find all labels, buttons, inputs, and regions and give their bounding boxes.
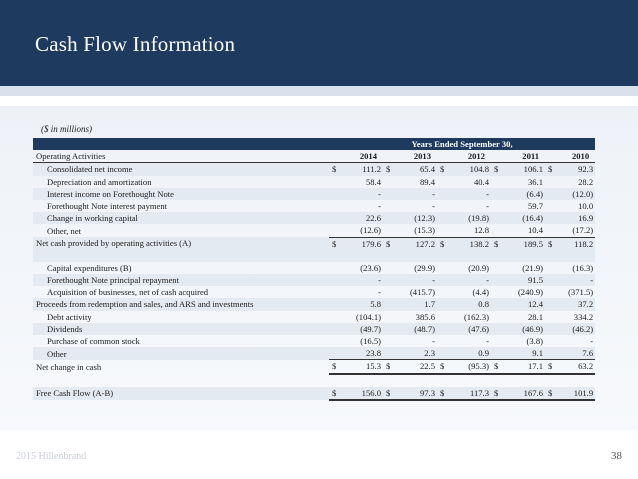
units-note: ($ in millions) [41,124,92,134]
currency-symbol [491,274,505,286]
currency-symbol [545,212,559,224]
currency-symbol [329,335,343,347]
header-band [0,86,638,96]
currency-symbol [383,224,397,237]
year-2010: 2010 [559,150,595,163]
table-row [33,188,595,200]
cell-value: (48.7) [397,323,437,335]
row-label: Depreciation and amortization [47,176,152,187]
cell-value: 0.9 [451,347,491,360]
cell-value: (16.4) [505,212,545,224]
cell-value: 59.7 [527,201,543,212]
row-label: Consolidated net income [33,163,329,176]
cell-value: (4.4) [472,287,489,298]
cell-value: (16.3) [572,262,594,273]
currency-symbol: $ [437,163,451,176]
cell-value: 12.4 [505,298,545,310]
cell-value: 65.4 [397,163,437,176]
cell-value: 89.4 [419,176,435,187]
currency-symbol [329,323,343,335]
currency-symbol [383,335,397,347]
currency-symbol: $ [545,237,559,250]
currency-symbol [329,274,343,286]
table-row [33,212,595,224]
currency-symbol [329,298,343,310]
cell-value: (21.9) [522,262,543,273]
cell-value: 63.2 [559,360,595,374]
currency-symbol [437,335,451,347]
currency-symbol [329,262,343,274]
year-2011: 2011 [505,150,545,163]
row-label: Proceeds from redemption and sales, and ARS and investments [33,298,329,310]
cell-value: 156.0 [343,387,383,400]
currency-symbol [491,262,505,274]
cell-value: 97.3 [397,387,437,400]
row-label: Interest income on Forethought Note [33,188,329,200]
currency-symbol [329,212,343,224]
currency-symbol [491,323,505,335]
cell-value: 111.2 [343,163,383,176]
cell-value: 10.0 [578,201,594,212]
cell-value: 7.6 [559,347,595,360]
table-row [33,163,595,176]
currency-symbol [383,212,397,224]
table-row [33,286,595,298]
currency-symbol [329,224,343,237]
cell-value: 117.3 [451,387,491,400]
cell-value: 118.2 [559,237,595,250]
currency-symbol [437,262,451,274]
cell-value: (6.4) [505,188,545,200]
cell-value: 2.3 [397,347,437,360]
cell-value: 12.8 [473,225,489,236]
currency-symbol [545,311,559,323]
cell-value: (23.6) [360,262,381,273]
currency-symbol [437,176,451,188]
currency-symbol: $ [383,360,397,374]
cell-value: 28.1 [527,311,543,322]
cell-value: (12.0) [559,188,595,200]
table-row [33,387,595,400]
currency-symbol [437,200,451,212]
footer-copyright: 2015 Hillenbrand [16,451,87,462]
cell-value: - [378,201,381,212]
table-row [33,224,595,237]
currency-symbol [545,262,559,274]
cell-value: - [590,336,594,347]
row-label: Capital expenditures (B) [47,262,132,273]
cell-value: - [432,201,435,212]
row-label: Purchase of common stock [47,336,140,347]
currency-symbol [437,347,451,360]
cell-value: (29.9) [414,262,435,273]
cell-value: 28.2 [578,176,594,187]
currency-symbol: $ [491,237,505,250]
currency-symbol [491,311,505,323]
currency-symbol [437,311,451,323]
cell-value: (12.3) [397,212,437,224]
cell-value: - [451,188,491,200]
currency-symbol [545,274,559,286]
currency-symbol [491,335,505,347]
currency-symbol [329,286,343,298]
cell-value: 17.1 [505,360,545,374]
currency-symbol: $ [383,387,397,400]
cell-value: (49.7) [343,323,383,335]
table-row [33,323,595,335]
cell-value: (371.5) [568,287,594,298]
cell-value: (19.8) [451,212,491,224]
cell-value: 15.3 [343,360,383,374]
currency-symbol [545,224,559,237]
table-row [33,237,595,250]
spacer-row [33,374,595,387]
currency-symbol [383,347,397,360]
currency-symbol: $ [491,163,505,176]
currency-symbol [383,188,397,200]
cell-value: (415.7) [409,287,435,298]
cell-value: - [378,287,381,298]
row-label: Net change in cash [36,361,102,372]
currency-symbol [383,286,397,298]
row-label: Free Cash Flow (A-B) [33,387,329,400]
currency-symbol [545,176,559,188]
table-row [33,262,595,274]
currency-symbol [491,188,505,200]
currency-symbol: $ [437,237,451,250]
currency-symbol [329,347,343,360]
currency-symbol [491,224,505,237]
currency-symbol [437,212,451,224]
row-label: Forethought Note principal repayment [33,274,329,286]
cell-value: - [397,274,437,286]
cell-value: - [343,188,383,200]
currency-symbol [491,212,505,224]
cell-value: - [397,188,437,200]
row-label: Net cash provided by operating activities (A) [33,237,329,250]
operating-activities-header: Operating Activities [33,150,329,163]
currency-symbol [383,176,397,188]
cell-value: 91.5 [505,274,545,286]
currency-symbol [329,188,343,200]
cell-value: - [559,274,595,286]
cell-value: (12.6) [360,225,381,236]
years-header-row [33,138,595,150]
currency-symbol [545,200,559,212]
row-label: Other [33,347,329,360]
table-row [33,274,595,286]
currency-symbol [545,347,559,360]
currency-symbol [383,262,397,274]
currency-symbol [383,200,397,212]
cell-value: 189.5 [505,237,545,250]
currency-symbol: $ [329,237,343,250]
row-label: Acquisition of businesses, net of cash acquired [47,287,209,298]
cell-value: (16.5) [360,336,381,347]
currency-symbol [329,176,343,188]
cell-value: 5.8 [343,298,383,310]
cell-value: 23.8 [343,347,383,360]
currency-symbol [329,200,343,212]
row-label: Forethought Note interest payment [47,201,168,212]
cell-value: 138.2 [451,237,491,250]
cell-value: 16.9 [559,212,595,224]
currency-symbol [437,323,451,335]
cash-flow-table [33,138,595,401]
currency-symbol [383,311,397,323]
row-label: Debt activity [47,311,92,322]
cell-value: 9.1 [505,347,545,360]
currency-symbol: $ [437,360,451,374]
cell-value: - [451,274,491,286]
cell-value: (47.6) [451,323,491,335]
year-row [33,150,595,163]
cell-value: 1.7 [397,298,437,310]
currency-symbol [437,298,451,310]
year-2014: 2014 [343,150,383,163]
currency-symbol: $ [545,163,559,176]
cell-value: (46.2) [559,323,595,335]
currency-symbol: $ [491,387,505,400]
cell-value: (240.9) [517,287,543,298]
currency-symbol: $ [437,387,451,400]
row-label: Change in working capital [33,212,329,224]
years-header: Years Ended September 30, [329,138,595,150]
cell-value: - [486,201,489,212]
cell-value: (17.2) [572,225,594,236]
cell-value: (95.3) [451,360,491,374]
table-row [33,311,595,323]
year-2012: 2012 [451,150,491,163]
currency-symbol: $ [545,387,559,400]
slide-header [0,0,638,96]
table-row [33,176,595,188]
cell-value: 334.2 [573,311,594,322]
cell-value: 101.9 [559,387,595,400]
cell-value: 36.1 [527,176,543,187]
spacer-row [33,250,595,262]
cell-value: 40.4 [473,176,489,187]
currency-symbol [545,188,559,200]
currency-symbol [437,274,451,286]
currency-symbol [437,188,451,200]
currency-symbol [491,200,505,212]
cell-value: 22.5 [397,360,437,374]
currency-symbol [437,224,451,237]
currency-symbol [491,347,505,360]
row-label: Other, net [47,225,82,236]
cell-value: - [432,336,435,347]
cell-value: 127.2 [397,237,437,250]
currency-symbol [491,286,505,298]
cell-value: 167.6 [505,387,545,400]
cell-value: 179.6 [343,237,383,250]
table-row [33,200,595,212]
currency-symbol [437,286,451,298]
cell-value: 22.6 [343,212,383,224]
currency-symbol [491,176,505,188]
cell-value: - [343,274,383,286]
cell-value: - [486,336,489,347]
currency-symbol: $ [329,360,343,374]
slide-title: Cash Flow Information [35,32,236,56]
table-row [33,347,595,360]
page-number: 38 [611,450,622,462]
currency-symbol [545,323,559,335]
cell-value: (162.3) [463,311,489,322]
currency-symbol [545,335,559,347]
currency-symbol [545,286,559,298]
table-row [33,298,595,310]
currency-symbol: $ [329,163,343,176]
cell-value: 106.1 [505,163,545,176]
year-2013: 2013 [397,150,437,163]
currency-symbol [383,298,397,310]
currency-symbol [329,311,343,323]
cell-value: (104.1) [355,311,381,322]
cell-value: (46.9) [505,323,545,335]
cell-value: (3.8) [526,336,543,347]
cell-value: 92.3 [559,163,595,176]
cell-value: 37.2 [559,298,595,310]
currency-symbol [383,323,397,335]
cell-value: 385.6 [415,311,435,322]
currency-symbol: $ [383,237,397,250]
currency-symbol [491,298,505,310]
cell-value: 58.4 [365,176,381,187]
cell-value: 0.8 [451,298,491,310]
currency-symbol: $ [329,387,343,400]
currency-symbol: $ [383,163,397,176]
currency-symbol: $ [545,360,559,374]
currency-symbol: $ [491,360,505,374]
table-row [33,360,595,374]
row-label: Dividends [33,323,329,335]
cell-value: 104.8 [451,163,491,176]
cell-value: (20.9) [468,262,489,273]
cell-value: 10.4 [527,225,543,236]
currency-symbol [545,298,559,310]
currency-symbol [383,274,397,286]
cell-value: (15.3) [414,225,435,236]
table-row [33,335,595,347]
